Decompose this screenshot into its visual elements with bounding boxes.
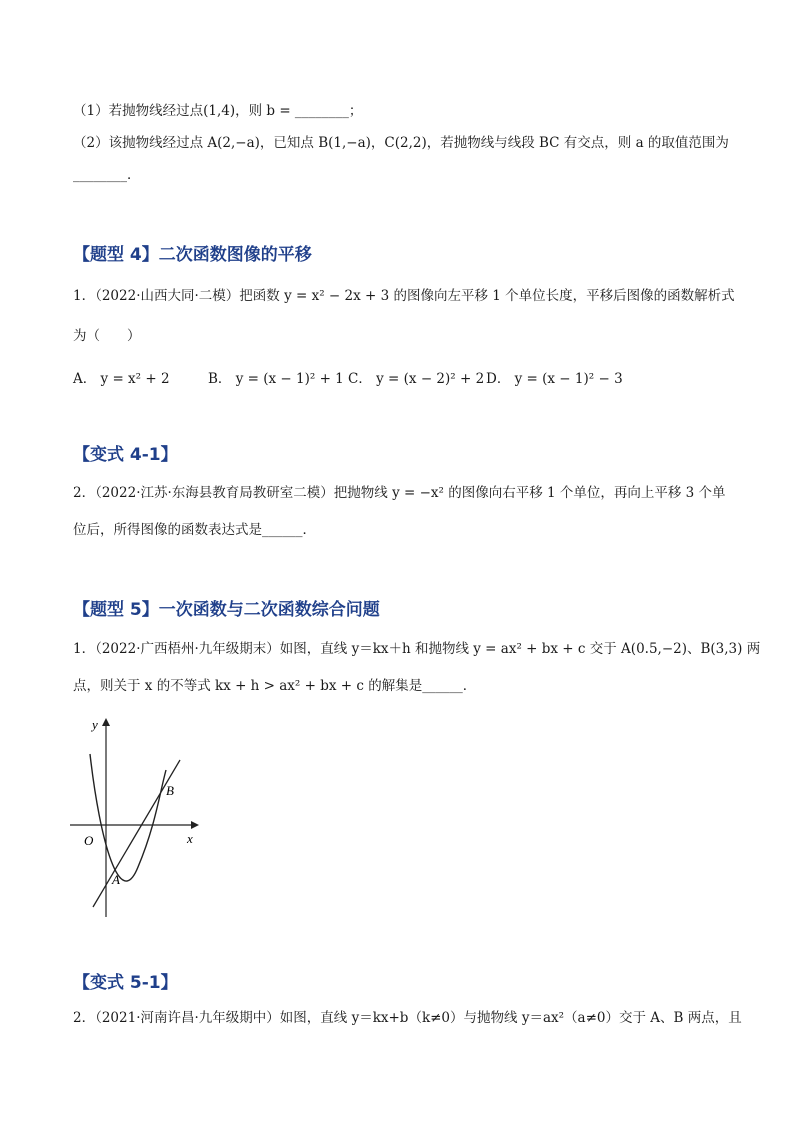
x-axis-label: x (187, 831, 193, 846)
parabola-curve (90, 754, 166, 881)
section-heading-type4: 【题型 4】二次函数图像的平移 (73, 245, 312, 265)
y-axis-label: y (92, 717, 98, 732)
section-heading-variant41: 【变式 4-1】 (73, 445, 178, 465)
option-d: D． y = (x − 1)² − 3 (486, 371, 623, 387)
option-a: A． y = x² + 2 (73, 371, 170, 387)
part1-question: （1）若抛物线经过点(1,4)，则 b = ________； (73, 103, 363, 119)
type4-question-line1: 1．（2022·山西大同·二模）把函数 y = x² − 2x + 3 的图像向左平移 1 个单位长度，平移后图像的函数解析式 (73, 288, 735, 304)
variant41-question-line2: 位后，所得图像的函数表达式是______． (73, 522, 316, 538)
variant41-question-line1: 2．（2022·江苏·东海县教育局教研室二模）把抛物线 y = −x² 的图像向右平移 1 个单位，再向上平移 3 个单 (73, 485, 726, 501)
type5-question-line1: 1．（2022·广西梧州·九年级期末）如图，直线 y＝kx＋h 和抛物线 y = ax² + bx + c 交于 A(0.5,−2)、B(3,3) 两 (73, 641, 761, 657)
origin-label: O (84, 833, 94, 848)
function-graph (60, 712, 220, 927)
type4-question-line2: 为（ ） (73, 328, 141, 344)
x-axis-arrow (191, 821, 199, 829)
section-heading-type5: 【题型 5】一次函数与二次函数综合问题 (73, 600, 380, 620)
option-b: B． y = (x − 1)² + 1 (208, 371, 344, 387)
type5-question-line2: 点，则关于 x 的不等式 kx + h > ax² + bx + c 的解集是______． (73, 678, 477, 694)
point-a-label: A (112, 872, 120, 887)
variant51-question-line1: 2．（2021·河南许昌·九年级期中）如图，直线 y＝kx+b（k≠0）与抛物线 y＝ax²（a≠0）交于 A、B 两点，且 (73, 1010, 742, 1026)
section-heading-variant51: 【变式 5-1】 (73, 973, 178, 993)
part2-answer-blank: ________． (73, 167, 141, 183)
point-b-label: B (166, 783, 174, 798)
part2-question: （2）该抛物线经过点 A(2,−a)，已知点 B(1,−a)，C(2,2)，若抛物线与线段 BC 有交点，则 a 的取值范围为 (73, 135, 729, 151)
y-axis-arrow (102, 718, 110, 726)
option-c: C． y = (x − 2)² + 2 (348, 371, 485, 387)
